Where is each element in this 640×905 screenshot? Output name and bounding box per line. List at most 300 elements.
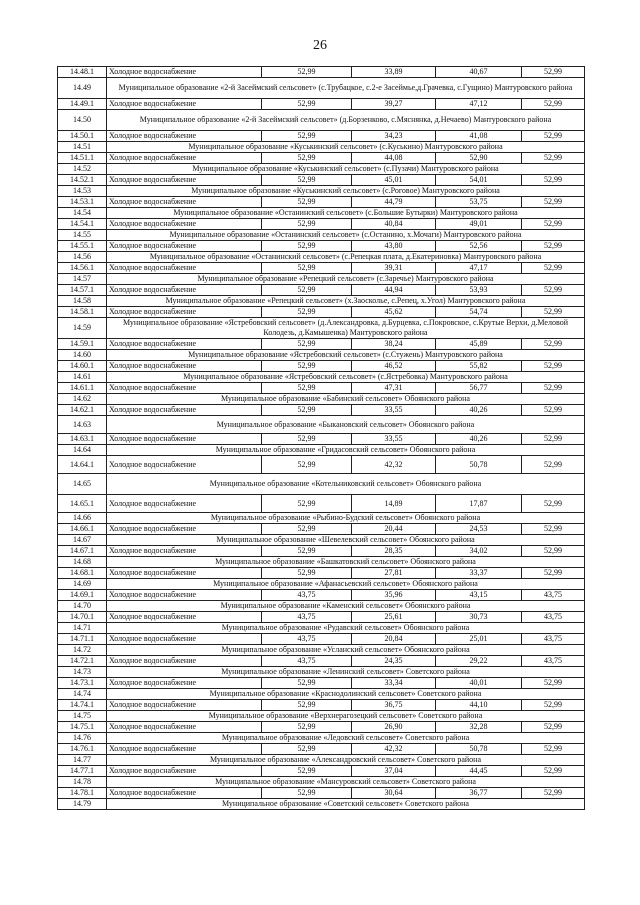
tariff-value: 52,99: [262, 766, 352, 777]
row-number: 14.49.1: [58, 99, 107, 110]
tariff-value: 50,78: [436, 456, 522, 474]
tariff-value: 52,56: [436, 241, 522, 252]
tariff-value: 40,67: [436, 67, 522, 78]
row-number: 14.62.1: [58, 405, 107, 416]
tariff-value: 20,84: [352, 634, 436, 645]
tariff-value: 52,99: [522, 219, 585, 230]
tariff-value: 30,73: [436, 612, 522, 623]
table-row: [58, 175, 585, 186]
tariff-value: 52,99: [262, 495, 352, 513]
tariff-value: 52,90: [436, 153, 522, 164]
tariff-value: 43,80: [352, 241, 436, 252]
service-name: Холодное водоснабжение: [107, 434, 262, 445]
service-name: Холодное водоснабжение: [107, 241, 262, 252]
section-header-row: [58, 416, 585, 434]
section-header-row: [58, 513, 585, 524]
service-name: Холодное водоснабжение: [107, 153, 262, 164]
row-number: 14.59.1: [58, 339, 107, 350]
service-name: Холодное водоснабжение: [107, 307, 262, 318]
row-number: 14.63.1: [58, 434, 107, 445]
municipality-title: Муниципальное образование «Котельниковский сельсовет» Обоянского района: [107, 474, 585, 495]
tariff-value: 52,99: [262, 383, 352, 394]
tariff-value: 43,15: [436, 590, 522, 601]
tariff-value: 28,35: [352, 546, 436, 557]
municipality-title: Муниципальное образование «Быкановский сельсовет» Обоянского района: [107, 416, 585, 434]
service-name: Холодное водоснабжение: [107, 766, 262, 777]
section-header-row: [58, 777, 585, 788]
section-header-row: [58, 474, 585, 495]
municipality-title: Муниципальное образование «Башкатовский сельсовет» Обоянского района: [107, 557, 585, 568]
tariff-value: 41,08: [436, 131, 522, 142]
municipality-title: Муниципальное образование «Каменский сельсовет» Обоянского района: [107, 601, 585, 612]
tariff-value: 34,02: [436, 546, 522, 557]
tariff-value: 52,99: [522, 524, 585, 535]
service-name: Холодное водоснабжение: [107, 656, 262, 667]
row-number: 14.68.1: [58, 568, 107, 579]
service-name: Холодное водоснабжение: [107, 67, 262, 78]
tariff-value: 52,99: [262, 524, 352, 535]
tariff-value: 24,53: [436, 524, 522, 535]
tariff-value: 53,93: [436, 285, 522, 296]
service-name: Холодное водоснабжение: [107, 99, 262, 110]
row-number: 14.50: [58, 110, 107, 131]
service-name: Холодное водоснабжение: [107, 634, 262, 645]
tariff-value: 40,26: [436, 434, 522, 445]
service-name: Холодное водоснабжение: [107, 722, 262, 733]
row-number: 14.62: [58, 394, 107, 405]
table-row: [58, 405, 585, 416]
table-row: [58, 307, 585, 318]
table-row: [58, 546, 585, 557]
municipality-title: Муниципальное образование «Ястребовский сельсовет» (с.Ястребовка) Мантуровского района: [107, 372, 585, 383]
page-number: 26: [313, 38, 327, 53]
row-number: 14.75.1: [58, 722, 107, 733]
tariff-value: 17,87: [436, 495, 522, 513]
tariff-value: 52,99: [522, 241, 585, 252]
tariff-value: 52,99: [522, 263, 585, 274]
tariff-value: 52,99: [522, 434, 585, 445]
municipality-title: Муниципальное образование «Усланский сельсовет» Обоянского района: [107, 645, 585, 656]
row-number: 14.76: [58, 733, 107, 744]
tariff-value: 52,99: [522, 197, 585, 208]
tariff-value: 52,99: [262, 219, 352, 230]
municipality-title: Муниципальное образование «Бабинский сельсовет» Обоянского района: [107, 394, 585, 405]
row-number: 14.64.1: [58, 456, 107, 474]
tariff-value: 33,55: [352, 434, 436, 445]
row-number: 14.70: [58, 601, 107, 612]
municipality-title: Муниципальное образование «Александровский сельсовет» Советского района: [107, 755, 585, 766]
section-header-row: [58, 208, 585, 219]
row-number: 14.75: [58, 711, 107, 722]
section-header-row: [58, 733, 585, 744]
tariff-table: [57, 66, 585, 810]
section-header-row: [58, 110, 585, 131]
tariff-value: 52,99: [522, 361, 585, 372]
section-header-row: [58, 142, 585, 153]
tariff-value: 43,75: [262, 612, 352, 623]
row-number: 14.57: [58, 274, 107, 285]
municipality-title: Муниципальное образование «Рыбино-Будский сельсовет» Обоянского района: [107, 513, 585, 524]
section-header-row: [58, 296, 585, 307]
municipality-title: Муниципальное образование «Верхнерагозецкий сельсовет» Советского района: [107, 711, 585, 722]
row-number: 14.60: [58, 350, 107, 361]
tariff-value: 52,99: [522, 153, 585, 164]
tariff-value: 52,99: [522, 99, 585, 110]
section-header-row: [58, 667, 585, 678]
tariff-value: 33,37: [436, 568, 522, 579]
tariff-value: 52,99: [522, 678, 585, 689]
row-number: 14.52: [58, 164, 107, 175]
tariff-value: 26,90: [352, 722, 436, 733]
municipality-title: Муниципальное образование «Краснодолинский сельсовет» Советского района: [107, 689, 585, 700]
service-name: Холодное водоснабжение: [107, 495, 262, 513]
tariff-value: 52,99: [262, 568, 352, 579]
row-number: 14.58.1: [58, 307, 107, 318]
tariff-value: 50,78: [436, 744, 522, 755]
tariff-value: 52,99: [262, 434, 352, 445]
row-number: 14.55.1: [58, 241, 107, 252]
tariff-value: 36,75: [352, 700, 436, 711]
section-header-row: [58, 711, 585, 722]
tariff-value: 49,01: [436, 219, 522, 230]
municipality-title: Муниципальное образование «Куськинский сельсовет» (с.Роговое) Мантуровского района: [107, 186, 585, 197]
tariff-value: 42,32: [352, 456, 436, 474]
table-row: [58, 361, 585, 372]
tariff-value: 52,99: [522, 722, 585, 733]
row-number: 14.78: [58, 777, 107, 788]
section-header-row: [58, 230, 585, 241]
table-row: [58, 568, 585, 579]
tariff-value: 56,77: [436, 383, 522, 394]
service-name: Холодное водоснабжение: [107, 285, 262, 296]
section-header-row: [58, 252, 585, 263]
tariff-value: 52,99: [262, 307, 352, 318]
municipality-title: Муниципальное образование «Репецкий сельсовет» (х.Заосколье, с.Репец, х.Угол) Мантуровского района: [107, 296, 585, 307]
tariff-value: 45,89: [436, 339, 522, 350]
tariff-value: 52,99: [262, 456, 352, 474]
table-row: [58, 263, 585, 274]
tariff-value: 52,99: [522, 766, 585, 777]
tariff-value: 52,99: [522, 495, 585, 513]
row-number: 14.65.1: [58, 495, 107, 513]
service-name: Холодное водоснабжение: [107, 744, 262, 755]
tariff-value: 55,82: [436, 361, 522, 372]
section-header-row: [58, 799, 585, 810]
tariff-value: 47,31: [352, 383, 436, 394]
municipality-title: Муниципальное образование «Останинский сельсовет» (с.Большие Бутырки) Мантуровского района: [107, 208, 585, 219]
table-row: [58, 434, 585, 445]
row-number: 14.54.1: [58, 219, 107, 230]
tariff-value: 52,99: [262, 700, 352, 711]
table-row: [58, 197, 585, 208]
row-number: 14.59: [58, 318, 107, 339]
municipality-title: Муниципальное образование «Афанасьевский сельсовет» Обоянского района: [107, 579, 585, 590]
municipality-title: Муниципальное образование «Останинский сельсовет» (с.Репецкая плата, д.Екатериновка) Мантуровского района: [107, 252, 585, 263]
tariff-value: 32,28: [436, 722, 522, 733]
municipality-title: Муниципальное образование «Куськинский сельсовет» (с.Пузачи) Мантуровского района: [107, 164, 585, 175]
row-number: 14.71.1: [58, 634, 107, 645]
service-name: Холодное водоснабжение: [107, 546, 262, 557]
tariff-value: 42,32: [352, 744, 436, 755]
row-number: 14.55: [58, 230, 107, 241]
row-number: 14.63: [58, 416, 107, 434]
section-header-row: [58, 164, 585, 175]
tariff-value: 24,35: [352, 656, 436, 667]
table-row: [58, 67, 585, 78]
row-number: 14.61: [58, 372, 107, 383]
tariff-value: 52,99: [522, 339, 585, 350]
tariff-value: 43,75: [522, 634, 585, 645]
row-number: 14.73.1: [58, 678, 107, 689]
tariff-value: 43,75: [522, 612, 585, 623]
row-number: 14.56: [58, 252, 107, 263]
table-row: [58, 241, 585, 252]
service-name: Холодное водоснабжение: [107, 197, 262, 208]
tariff-value: 44,45: [436, 766, 522, 777]
service-name: Холодное водоснабжение: [107, 361, 262, 372]
row-number: 14.53: [58, 186, 107, 197]
table-row: [58, 383, 585, 394]
tariff-value: 20,44: [352, 524, 436, 535]
tariff-value: 52,99: [262, 131, 352, 142]
row-number: 14.50.1: [58, 131, 107, 142]
section-header-row: [58, 445, 585, 456]
tariff-value: 44,10: [436, 700, 522, 711]
tariff-value: 52,99: [522, 131, 585, 142]
municipality-title: Муниципальное образование «Ленинский сельсовет» Советского района: [107, 667, 585, 678]
service-name: Холодное водоснабжение: [107, 700, 262, 711]
row-number: 14.56.1: [58, 263, 107, 274]
tariff-value: 40,26: [436, 405, 522, 416]
tariff-value: 52,99: [262, 722, 352, 733]
tariff-value: 25,01: [436, 634, 522, 645]
row-number: 14.49: [58, 78, 107, 99]
section-header-row: [58, 274, 585, 285]
row-number: 14.57.1: [58, 285, 107, 296]
service-name: Холодное водоснабжение: [107, 456, 262, 474]
section-header-row: [58, 186, 585, 197]
tariff-value: 40,01: [436, 678, 522, 689]
tariff-value: 52,99: [262, 405, 352, 416]
tariff-value: 52,99: [262, 197, 352, 208]
tariff-value: 39,31: [352, 263, 436, 274]
table-row: [58, 495, 585, 513]
service-name: Холодное водоснабжение: [107, 175, 262, 186]
section-header-row: [58, 623, 585, 634]
table-row: [58, 656, 585, 667]
tariff-value: 36,77: [436, 788, 522, 799]
tariff-value: 33,55: [352, 405, 436, 416]
municipality-title: Муниципальное образование «2-й Засеймский сельсовет» (с.Трубацкое, с.2-е Засеймье,д.Грачевка, с.Гущино) Мантуровского района: [107, 78, 585, 99]
tariff-value: 47,12: [436, 99, 522, 110]
table-row: [58, 219, 585, 230]
tariff-value: 52,99: [262, 339, 352, 350]
municipality-title: Муниципальное образование «Ледовский сельсовет» Советского района: [107, 733, 585, 744]
row-number: 14.77: [58, 755, 107, 766]
section-header-row: [58, 557, 585, 568]
municipality-title: Муниципальное образование «Куськинский сельсовет» (с.Куськино) Мантуровского района: [107, 142, 585, 153]
table-row: [58, 766, 585, 777]
row-number: 14.60.1: [58, 361, 107, 372]
section-header-row: [58, 318, 585, 339]
row-number: 14.69.1: [58, 590, 107, 601]
tariff-value: 52,99: [262, 67, 352, 78]
municipality-title: Муниципальное образование «Репецкий сельсовет» (с.Заречье) Мантуровского района: [107, 274, 585, 285]
section-header-row: [58, 78, 585, 99]
tariff-value: 52,99: [262, 153, 352, 164]
section-header-row: [58, 689, 585, 700]
table-row: [58, 131, 585, 142]
row-number: 14.76.1: [58, 744, 107, 755]
tariff-value: 52,99: [262, 678, 352, 689]
service-name: Холодное водоснабжение: [107, 263, 262, 274]
section-header-row: [58, 350, 585, 361]
table-row: [58, 339, 585, 350]
municipality-title: Муниципальное образование «Советский сельсовет» Советского района: [107, 799, 585, 810]
tariff-value: 52,99: [262, 263, 352, 274]
service-name: Холодное водоснабжение: [107, 788, 262, 799]
tariff-value: 52,99: [522, 175, 585, 186]
section-header-row: [58, 755, 585, 766]
tariff-value: 43,75: [262, 590, 352, 601]
row-number: 14.78.1: [58, 788, 107, 799]
row-number: 14.77.1: [58, 766, 107, 777]
tariff-value: 52,99: [522, 307, 585, 318]
service-name: Холодное водоснабжение: [107, 524, 262, 535]
row-number: 14.71: [58, 623, 107, 634]
tariff-value: 43,75: [522, 656, 585, 667]
municipality-title: Муниципальное образование «Гридасовский сельсовет» Обоянского района: [107, 445, 585, 456]
tariff-value: 52,99: [522, 700, 585, 711]
table-row: [58, 524, 585, 535]
table-row: [58, 456, 585, 474]
service-name: Холодное водоснабжение: [107, 405, 262, 416]
service-name: Холодное водоснабжение: [107, 131, 262, 142]
section-header-row: [58, 645, 585, 656]
section-header-row: [58, 601, 585, 612]
service-name: Холодное водоснабжение: [107, 568, 262, 579]
tariff-value: 52,99: [522, 788, 585, 799]
tariff-value: 29,22: [436, 656, 522, 667]
tariff-value: 52,99: [262, 361, 352, 372]
tariff-value: 44,94: [352, 285, 436, 296]
tariff-value: 52,99: [262, 175, 352, 186]
table-row: [58, 612, 585, 623]
row-number: 14.54: [58, 208, 107, 219]
service-name: Холодное водоснабжение: [107, 219, 262, 230]
row-number: 14.51.1: [58, 153, 107, 164]
row-number: 14.72: [58, 645, 107, 656]
municipality-title: Муниципальное образование «Рудавский сельсовет» Обоянского района: [107, 623, 585, 634]
municipality-title: Муниципальное образование «Мансуровский сельсовет» Советского района: [107, 777, 585, 788]
row-number: 14.70.1: [58, 612, 107, 623]
service-name: Холодное водоснабжение: [107, 678, 262, 689]
tariff-value: 52,99: [262, 546, 352, 557]
row-number: 14.53.1: [58, 197, 107, 208]
table-row: [58, 678, 585, 689]
table-row: [58, 700, 585, 711]
municipality-title: Муниципальное образование «Останинский сельсовет» (с.Останино, х.Мочаги) Мантуровского района: [107, 230, 585, 241]
tariff-value: 52,99: [522, 383, 585, 394]
municipality-title: Муниципальное образование «2-й Засеймский сельсовет» (д.Борзенково, с.Мяснянка, д.Нечаево) Мантуровского района: [107, 110, 585, 131]
table-row: [58, 99, 585, 110]
tariff-value: 52,99: [522, 405, 585, 416]
tariff-value: 52,99: [522, 744, 585, 755]
row-number: 14.58: [58, 296, 107, 307]
row-number: 14.69: [58, 579, 107, 590]
section-header-row: [58, 579, 585, 590]
table-row: [58, 744, 585, 755]
tariff-value: 52,99: [522, 546, 585, 557]
tariff-value: 43,75: [262, 634, 352, 645]
row-number: 14.66.1: [58, 524, 107, 535]
tariff-value: 54,74: [436, 307, 522, 318]
tariff-value: 25,61: [352, 612, 436, 623]
tariff-value: 14,89: [352, 495, 436, 513]
tariff-value: 35,96: [352, 590, 436, 601]
tariff-value: 52,99: [262, 285, 352, 296]
row-number: 14.66: [58, 513, 107, 524]
row-number: 14.48.1: [58, 67, 107, 78]
tariff-value: 37,04: [352, 766, 436, 777]
tariff-value: 52,99: [522, 285, 585, 296]
tariff-value: 34,23: [352, 131, 436, 142]
tariff-value: 44,79: [352, 197, 436, 208]
row-number: 14.52.1: [58, 175, 107, 186]
row-number: 14.79: [58, 799, 107, 810]
row-number: 14.61.1: [58, 383, 107, 394]
municipality-title: Муниципальное образование «Ястребовский сельсовет» (д.Александровка, д.Бурцевка, с.Покровское, с.Крутые Верхи, д.Меловой Колодезь, д.Камышенка) Мантуровского района: [107, 318, 585, 339]
tariff-value: 54,01: [436, 175, 522, 186]
tariff-value: 53,75: [436, 197, 522, 208]
tariff-value: 33,34: [352, 678, 436, 689]
tariff-value: 38,24: [352, 339, 436, 350]
tariff-value: 52,99: [522, 568, 585, 579]
table-row: [58, 788, 585, 799]
tariff-value: 47,17: [436, 263, 522, 274]
table-row: [58, 634, 585, 645]
tariff-value: 27,81: [352, 568, 436, 579]
table-row: [58, 285, 585, 296]
service-name: Холодное водоснабжение: [107, 590, 262, 601]
service-name: Холодное водоснабжение: [107, 383, 262, 394]
tariff-value: 52,99: [262, 744, 352, 755]
row-number: 14.51: [58, 142, 107, 153]
row-number: 14.67: [58, 535, 107, 546]
service-name: Холодное водоснабжение: [107, 612, 262, 623]
row-number: 14.65: [58, 474, 107, 495]
tariff-value: 43,75: [262, 656, 352, 667]
row-number: 14.72.1: [58, 656, 107, 667]
tariff-value: 44,08: [352, 153, 436, 164]
tariff-value: 52,99: [262, 99, 352, 110]
row-number: 14.64: [58, 445, 107, 456]
row-number: 14.73: [58, 667, 107, 678]
table-row: [58, 153, 585, 164]
tariff-value: 46,52: [352, 361, 436, 372]
tariff-value: 52,99: [522, 456, 585, 474]
row-number: 14.74: [58, 689, 107, 700]
municipality-title: Муниципальное образование «Ястребовский сельсовет» (с.Стужень) Мантуровского района: [107, 350, 585, 361]
tariff-value: 52,99: [262, 241, 352, 252]
tariff-value: 33,89: [352, 67, 436, 78]
tariff-value: 43,75: [522, 590, 585, 601]
row-number: 14.74.1: [58, 700, 107, 711]
section-header-row: [58, 535, 585, 546]
section-header-row: [58, 372, 585, 383]
tariff-value: 30,64: [352, 788, 436, 799]
section-header-row: [58, 394, 585, 405]
